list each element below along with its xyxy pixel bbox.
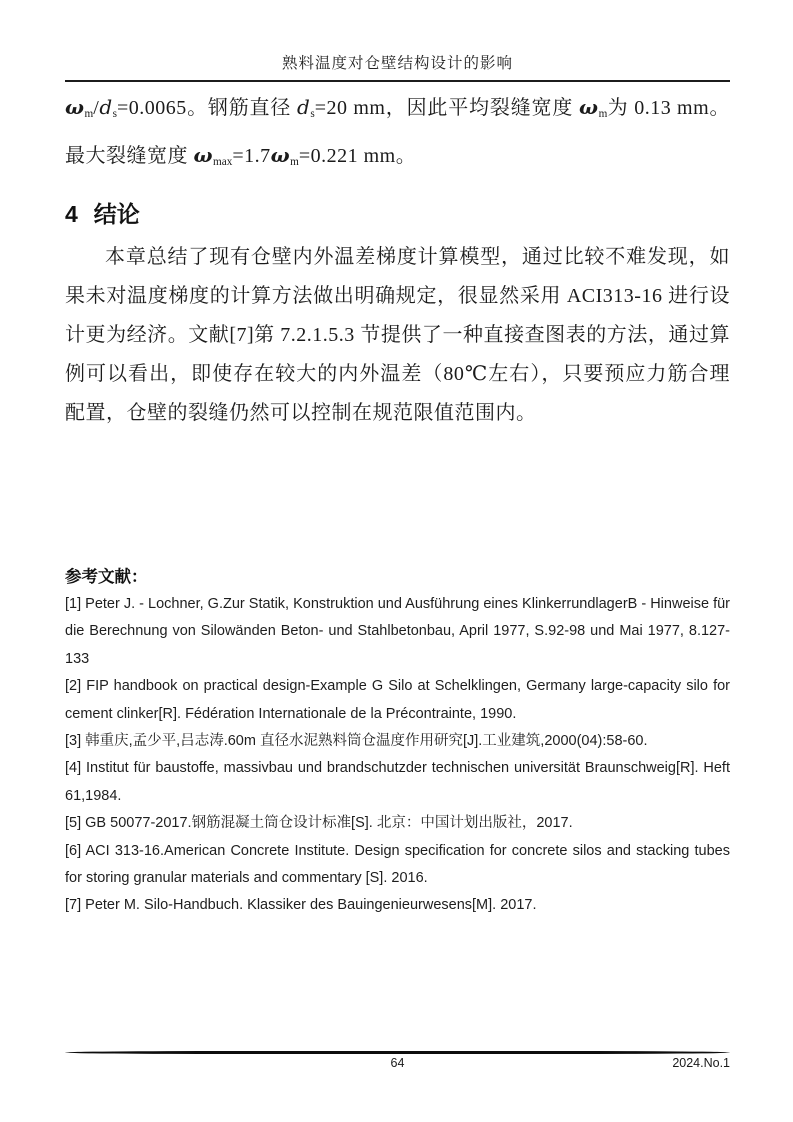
issue-label: 2024.No.1 [672, 1056, 730, 1070]
reference-item: [2] FIP handbook on practical design-Example G Silo at Schelklingen, Germany large-capacity silo for cement clinker[R]. Fédération Internationale de la Précontrainte, 1990. [65, 678, 730, 722]
footer-rule [65, 1051, 730, 1054]
section-heading [65, 196, 730, 229]
page-footer [65, 1051, 730, 1076]
section-number: 4 [65, 201, 78, 228]
footer-row [65, 1056, 730, 1076]
running-header-title: 熟料温度对仓壁结构设计的影响 [281, 55, 513, 72]
page-number: 64 [390, 1056, 405, 1070]
header-rule [65, 80, 730, 82]
reference-item: [5] GB 50077-2017.钢筋混凝土筒仓设计标准[S]. 北京：中国计划出版社，2017. [65, 815, 573, 832]
section-title: 结论 [93, 201, 140, 228]
body-paragraph: 本章总结了现有仓壁内外温差梯度计算模型，通过比较不难发现，如果未对温度梯度的计算方法做出明确规定，很显然采用 ACI313-16 进行设计更为经济。文献[7]第 7.2.1.5.3 节提供了一种直接查图表的方法，通过算例可以看出，即使存在较大的内外温差（80℃左右），只要预应力筋合理配置，仓壁的裂缝仍然可以控制在规范限值范围内。 [65, 246, 730, 425]
reference-item: [7] Peter M. Silo-Handbuch. Klassiker des Bauingenieurwesens[M]. 2017. [65, 897, 537, 914]
reference-item: [6] ACI 313-16.American Concrete Institute. Design specification for concrete silos and stacking tubes for storing granular materials and commentary [S]. 2016. [65, 842, 730, 887]
page-content [65, 0, 730, 433]
references-heading: 参考文献： [65, 568, 148, 586]
reference-item: [1] Peter J. - Lochner, G.Zur Statik, Konstruktion und Ausführung eines KlinkerrundlagerB - Hinweise für die Berechnung von Silowänden Beton- und Stahlbetonbau, April 1977, S.92-98 und Mai 1977, 8.127-133 [65, 596, 730, 667]
reference-item: [4] Institut für baustoffe, massivbau und brandschutzder technischen universität Braunschweig[R]. Heft 61,1984. [65, 760, 730, 804]
reference-item: [3] 韩重庆,孟少平,吕志涛.60m 直径水泥熟料筒仓温度作用研究[J].工业建筑,2000(04):58-60. [65, 733, 648, 750]
intro-paragraph: ωm/ds=0.0065。钢筋直径 ds=20 mm，因此平均裂缝宽度 ωm为 0.13 mm。最大裂缝宽度 ωmax=1.7ωm=0.221 mm。 [65, 95, 730, 169]
references-section [65, 563, 730, 920]
